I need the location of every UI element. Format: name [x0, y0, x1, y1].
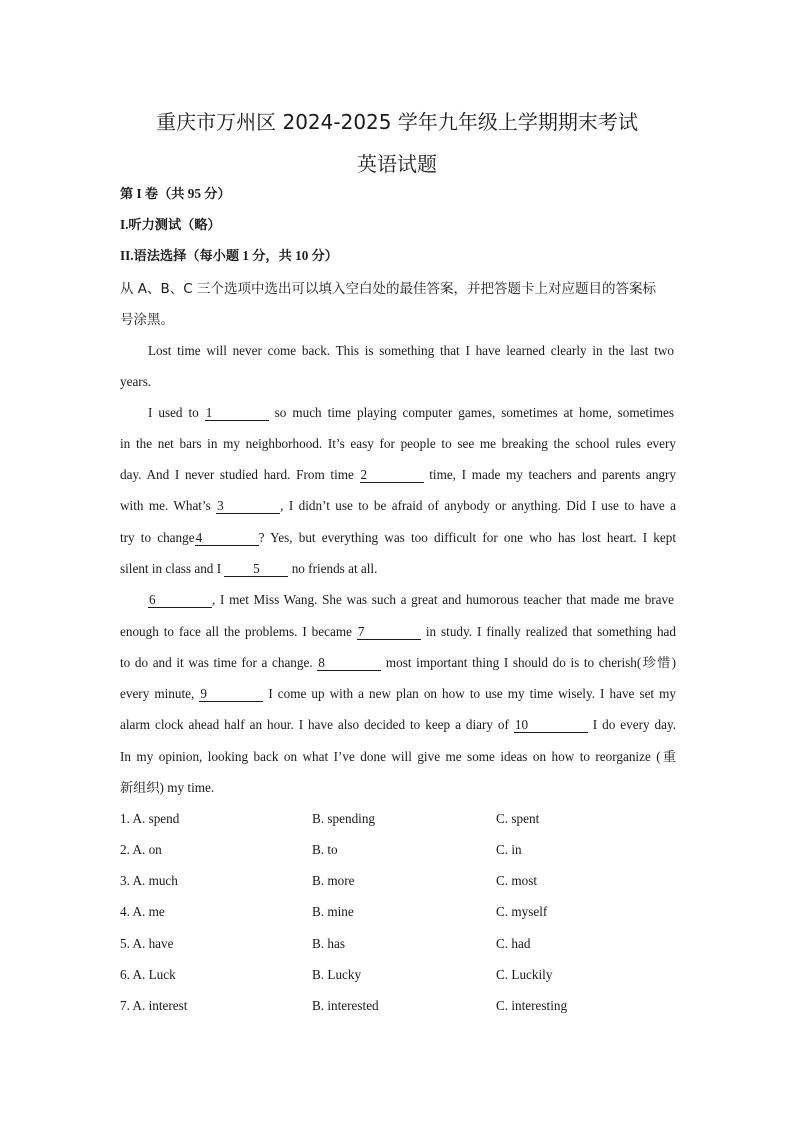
page-title: 重庆市万州区 2024-2025 学年九年级上学期期末考试	[156, 110, 638, 134]
option-5-c: C. had	[496, 936, 531, 951]
passage-line: years.	[120, 374, 152, 389]
option-3-b: B. more	[312, 873, 355, 888]
blank-8: 8	[317, 656, 381, 671]
blank-10: 10	[514, 718, 588, 733]
passage-line: 6 , I met Miss Wang. She was such a great and humorous teacher that made me brave	[149, 592, 674, 607]
passage-line: to do and it was time for a change. 8 most important thing I should do is to cherish(珍惜)	[120, 655, 676, 670]
section-listening-heading: I.听力测试（略）	[120, 217, 221, 232]
option-4-b: B. mine	[312, 904, 354, 919]
passage-line: I used to 1 so much time playing computer games, sometimes at home, sometimes	[148, 405, 675, 420]
option-6-c: C. Luckily	[496, 967, 553, 982]
blank-2: 2	[360, 468, 424, 483]
section-grammar-heading: II.语法选择（每小题 1 分，共 10 分）	[120, 248, 338, 263]
option-3-c: C. most	[496, 873, 538, 888]
blank-6: 6	[148, 593, 212, 608]
option-2-b: B. to	[312, 842, 338, 857]
option-7-b: B. interested	[312, 998, 379, 1013]
passage-line: try to change4 ? Yes, but everything was too difficult for one who has lost heart. I kept	[120, 530, 676, 545]
instruction-line-2: 号涂黑。	[120, 312, 174, 328]
passage-line: in the net bars in my neighborhood. It’s easy for people to see me breaking the school rules every	[120, 436, 676, 451]
blank-4: 4	[195, 531, 259, 546]
option-4-c: C. myself	[496, 904, 548, 919]
option-5-b: B. has	[312, 936, 345, 951]
option-4-a: 4. A. me	[120, 904, 165, 919]
volume-heading: 第 I 卷（共 95 分）	[120, 186, 231, 201]
blank-3: 3	[216, 499, 280, 514]
option-3-a: 3. A. much	[120, 873, 178, 888]
option-2-c: C. in	[496, 842, 522, 857]
option-1-c: C. spent	[496, 811, 540, 826]
option-6-b: B. Lucky	[312, 967, 362, 982]
passage-line: day. And I never studied hard. From time 2 time, I made my teachers and parents angry	[120, 467, 676, 482]
passage-line: with me. What’s 3 , I didn’t use to be afraid of anybody or anything. Did I use to have a	[120, 498, 677, 513]
option-5-a: 5. A. have	[120, 936, 174, 951]
option-6-a: 6. A. Luck	[120, 967, 176, 982]
option-7-a: 7. A. interest	[120, 998, 188, 1013]
option-1-a: 1. A. spend	[120, 811, 180, 826]
option-7-c: C. interesting	[496, 998, 568, 1013]
option-2-a: 2. A. on	[120, 842, 162, 857]
passage-line: enough to face all the problems. I became 7 in study. I finally realized that something had	[120, 624, 676, 639]
blank-5: 5	[224, 562, 288, 577]
passage-line: alarm clock ahead half an hour. I have also decided to keep a diary of 10 I do every day.	[120, 717, 676, 732]
blank-7: 7	[357, 625, 421, 640]
passage-line: Lost time will never come back. This is something that I have learned clearly in the last two	[148, 343, 674, 358]
blank-9: 9	[199, 687, 263, 702]
passage-line: 新组织) my time.	[120, 780, 215, 795]
passage-line: silent in class and I 5 no friends at all.	[120, 561, 378, 576]
option-1-b: B. spending	[312, 811, 376, 826]
page-subtitle: 英语试题	[357, 152, 437, 176]
blank-1: 1	[205, 406, 269, 421]
instruction-line-1: 从 A、B、C 三个选项中选出可以填入空白处的最佳答案，并把答题卡上对应题目的答案标	[120, 281, 657, 297]
passage-line: In my opinion, looking back on what I’ve done will give me some ideas on how to reorganize (重	[120, 749, 676, 764]
passage-line: every minute, 9 I come up with a new plan on how to use my time wisely. I have set my	[120, 686, 676, 701]
